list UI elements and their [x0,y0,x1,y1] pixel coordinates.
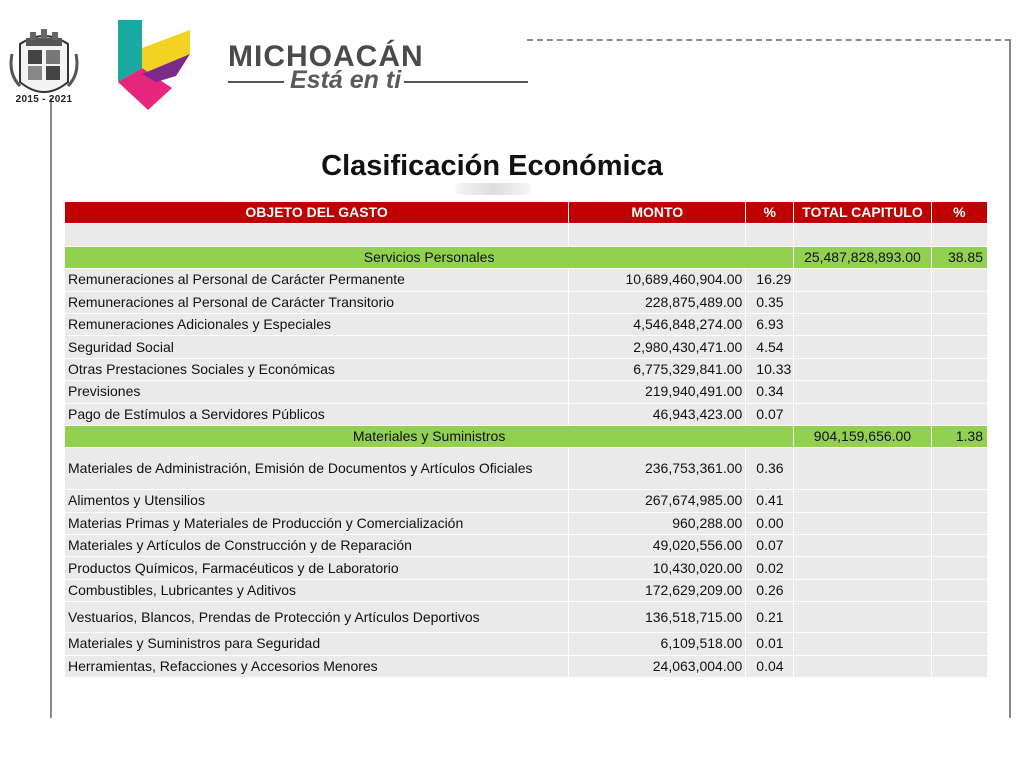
row-concepto: Combustibles, Lubricantes y Aditivos [65,579,569,601]
brand-name: MICHOACÁN [228,40,424,73]
row-concepto: Remuneraciones Adicionales y Especiales [65,313,569,335]
row-concepto: Seguridad Social [65,336,569,358]
table-row [65,448,988,490]
title-shadow-decoration [455,183,531,195]
col-header-monto: MONTO [569,202,746,224]
row-monto: 6,775,329,841.00 [569,358,746,380]
table-row [65,403,988,425]
brand-tagline: Está en ti [290,66,402,94]
row-concepto: Materiales de Administración, Emisión de Documentos y Artículos Oficiales [65,448,569,490]
brand-rule-left [228,81,284,83]
row-concepto: Productos Químicos, Farmacéuticos y de Laboratorio [65,557,569,579]
col-header-objeto: OBJETO DEL GASTO [65,202,569,224]
row-monto: 10,430,020.00 [569,557,746,579]
table-row [65,579,988,601]
table-header-row [65,202,988,224]
row-pct: 0.36 [746,448,794,490]
row-pct: 6.93 [746,313,794,335]
row-pct: 0.04 [746,655,794,677]
row-monto: 228,875,489.00 [569,291,746,313]
category-row [65,246,988,268]
row-monto: 2,980,430,471.00 [569,336,746,358]
category-row [65,425,988,447]
brand-wordmark [228,40,528,92]
row-concepto: Herramientas, Refacciones y Accesorios Menores [65,655,569,677]
slide-frame-left [50,98,52,718]
row-pct: 0.07 [746,535,794,557]
row-concepto: Remuneraciones al Personal de Carácter Permanente [65,269,569,291]
row-pct: 0.41 [746,490,794,512]
row-pct: 0.26 [746,579,794,601]
row-monto: 960,288.00 [569,512,746,534]
row-concepto: Previsiones [65,381,569,403]
table-row [65,336,988,358]
table-row [65,490,988,512]
category-total: 904,159,656.00 [794,425,932,447]
category-name: Servicios Personales [65,246,794,268]
category-total: 25,487,828,893.00 [794,246,932,268]
slide-frame-right [1009,40,1011,718]
row-monto: 172,629,209.00 [569,579,746,601]
col-header-total-pct: % [931,202,987,224]
table-row [65,633,988,655]
row-monto: 4,546,848,274.00 [569,313,746,335]
table-row [65,291,988,313]
col-header-total-capitulo: TOTAL CAPITULO [794,202,932,224]
category-pct: 38.85 [931,246,987,268]
row-monto: 49,020,556.00 [569,535,746,557]
michoacan-k-logo-icon [112,18,196,112]
row-concepto: Pago de Estímulos a Servidores Públicos [65,403,569,425]
row-pct: 0.01 [746,633,794,655]
page-title: Clasificación Económica [321,150,663,182]
row-monto: 267,674,985.00 [569,490,746,512]
category-pct: 1.38 [931,425,987,447]
row-concepto: Remuneraciones al Personal de Carácter Transitorio [65,291,569,313]
row-concepto: Materiales y Artículos de Construcción y de Reparación [65,535,569,557]
row-monto: 136,518,715.00 [569,602,746,633]
brand-rule-right [404,81,528,83]
table-row [65,655,988,677]
row-pct: 16.29 [746,269,794,291]
table-row [65,602,988,633]
table-spacer-row [65,224,988,246]
row-monto: 6,109,518.00 [569,633,746,655]
row-monto: 219,940,491.00 [569,381,746,403]
row-pct: 0.21 [746,602,794,633]
row-monto: 24,063,004.00 [569,655,746,677]
row-pct: 0.02 [746,557,794,579]
table-row [65,269,988,291]
row-pct: 0.07 [746,403,794,425]
row-pct: 0.35 [746,291,794,313]
table-row [65,512,988,534]
table-row [65,535,988,557]
row-concepto: Materiales y Suministros para Seguridad [65,633,569,655]
col-header-pct: % [746,202,794,224]
table-row [65,381,988,403]
row-pct: 4.54 [746,336,794,358]
row-pct: 0.34 [746,381,794,403]
row-concepto: Materias Primas y Materiales de Producción y Comercialización [65,512,569,534]
slide-frame-top [527,39,1011,41]
row-monto: 10,689,460,904.00 [569,269,746,291]
table-row [65,557,988,579]
row-monto: 46,943,423.00 [569,403,746,425]
row-concepto: Otras Prestaciones Sociales y Económicas [65,358,569,380]
category-name: Materiales y Suministros [65,425,794,447]
row-concepto: Vestuarios, Blancos, Prendas de Protección y Artículos Deportivos [65,602,569,633]
row-pct: 10.33 [746,358,794,380]
table-row [65,358,988,380]
economic-classification-table [64,201,988,678]
row-concepto: Alimentos y Utensilios [65,490,569,512]
row-monto: 236,753,361.00 [569,448,746,490]
table-row [65,313,988,335]
seal-years: 2015 - 2021 [15,94,73,105]
row-pct: 0.00 [746,512,794,534]
